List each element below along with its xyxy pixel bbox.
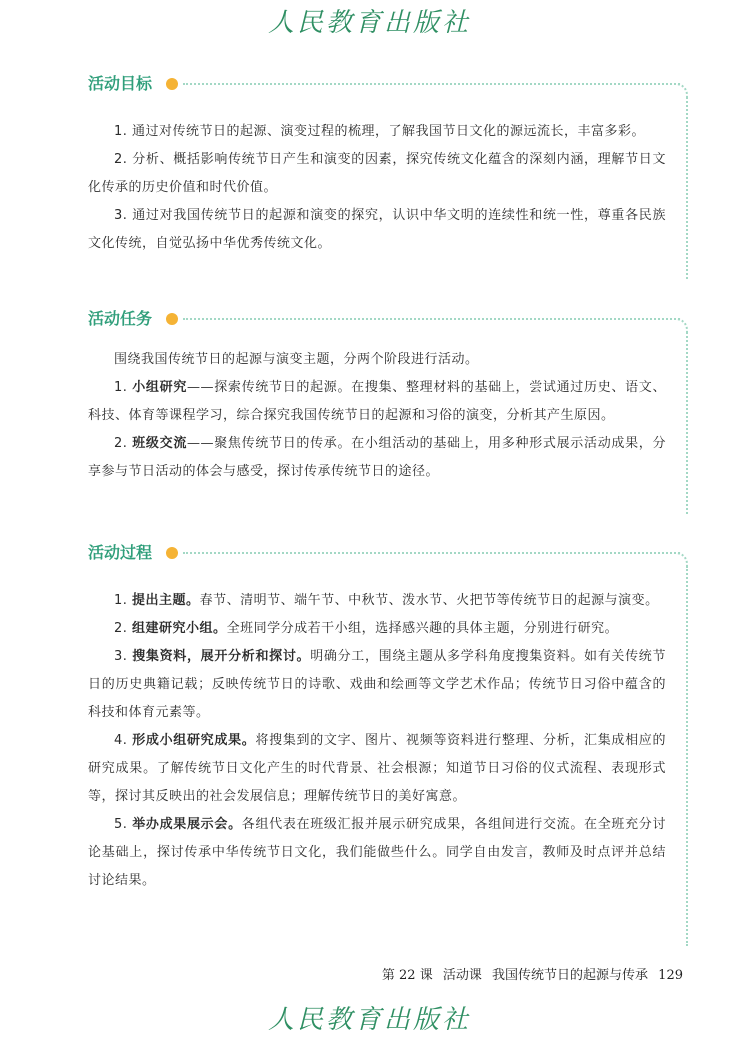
publisher-logo-top: 人民教育出版社 — [267, 8, 471, 38]
dotted-side-line — [686, 566, 688, 946]
section-body — [88, 346, 666, 486]
section-title: 活动目标 — [88, 74, 153, 93]
page-number: 129 — [658, 968, 683, 983]
section-title: 活动任务 — [88, 309, 153, 328]
section-header — [88, 542, 686, 566]
section-header — [88, 73, 686, 97]
list-item: 3. 搜集资料，展开分析和探讨。明确分工，围绕主题从多学科角度搜集资料。如有关传统节日的历史典籍记载；反映传统节日的诗歌、戏曲和绘画等文学艺术作品；传统节日习俗中蕴含的科技和体育元素等。 — [88, 649, 666, 720]
list-item: 3. 通过对我国传统节日的起源和演变的探究，认识中华文明的连续性和统一性，尊重各民族文化传统，自觉弘扬中华优秀传统文化。 — [88, 208, 666, 251]
list-item: 1. 通过对传统节日的起源、演变过程的梳理，了解我国节日文化的源远流长，丰富多彩。 — [114, 124, 646, 139]
heading-dot-icon — [166, 547, 178, 559]
publisher-logo-bottom: 人民教育出版社 — [267, 1005, 471, 1035]
footer-lesson-type: 活动课 — [442, 968, 482, 983]
section-activity-process — [88, 542, 686, 888]
footer-lesson-title: 我国传统节日的起源与传承 — [492, 968, 649, 983]
heading-dot-icon — [166, 78, 178, 90]
list-item: 4. 形成小组研究成果。将搜集到的文字、图片、视频等资料进行整理、分析，汇集成相应的研究成果。了解传统节日文化产生的时代背景、社会根源；知道节日习俗的仪式流程、表现形式等，探讨其反映出的社会发展信息；理解传统节日的美好寓意。 — [88, 733, 666, 804]
list-item: 2. 分析、概括影响传统节日产生和演变的因素，探究传统文化蕴含的深刻内涵，理解节日文化传承的历史价值和时代价值。 — [88, 152, 666, 195]
section-activity-goals — [88, 73, 686, 251]
dotted-divider — [183, 83, 680, 85]
page-footer — [376, 966, 683, 986]
section-header — [88, 308, 686, 332]
list-item: 1. 提出主题。春节、清明节、端午节、中秋节、泼水节、火把节等传统节日的起源与演变。 — [114, 593, 659, 608]
section-body — [88, 118, 666, 258]
dotted-side-line — [686, 97, 688, 279]
section-intro: 围绕我国传统节日的起源与演变主题，分两个阶段进行活动。 — [114, 352, 479, 367]
list-item: 2. 组建研究小组。全班同学分成若干小组，选择感兴趣的具体主题，分别进行研究。 — [114, 621, 619, 636]
section-body — [88, 587, 666, 895]
section-activity-tasks — [88, 308, 686, 479]
heading-dot-icon — [166, 313, 178, 325]
dotted-divider — [183, 552, 680, 554]
list-item: 2. 班级交流——聚焦传统节日的传承。在小组活动的基础上，用多种形式展示活动成果，分享参与节日活动的体会与感受，探讨传承传统节日的途径。 — [88, 436, 666, 479]
list-item: 5. 举办成果展示会。各组代表在班级汇报并展示研究成果，各组间进行交流。在全班充分讨论基础上，探讨传承中华传统节日文化，我们能做些什么。同学自由发言，教师及时点评并总结讨论结果。 — [88, 817, 666, 888]
list-item: 1. 小组研究——探索传统节日的起源。在搜集、整理材料的基础上，尝试通过历史、语文、科技、体育等课程学习，综合探究我国传统节日的起源和习俗的演变，分析其产生原因。 — [88, 380, 666, 423]
footer-lesson-number: 第 22 课 — [381, 968, 433, 983]
section-title: 活动过程 — [88, 543, 153, 562]
dotted-divider — [183, 318, 680, 320]
dotted-side-line — [686, 332, 688, 514]
